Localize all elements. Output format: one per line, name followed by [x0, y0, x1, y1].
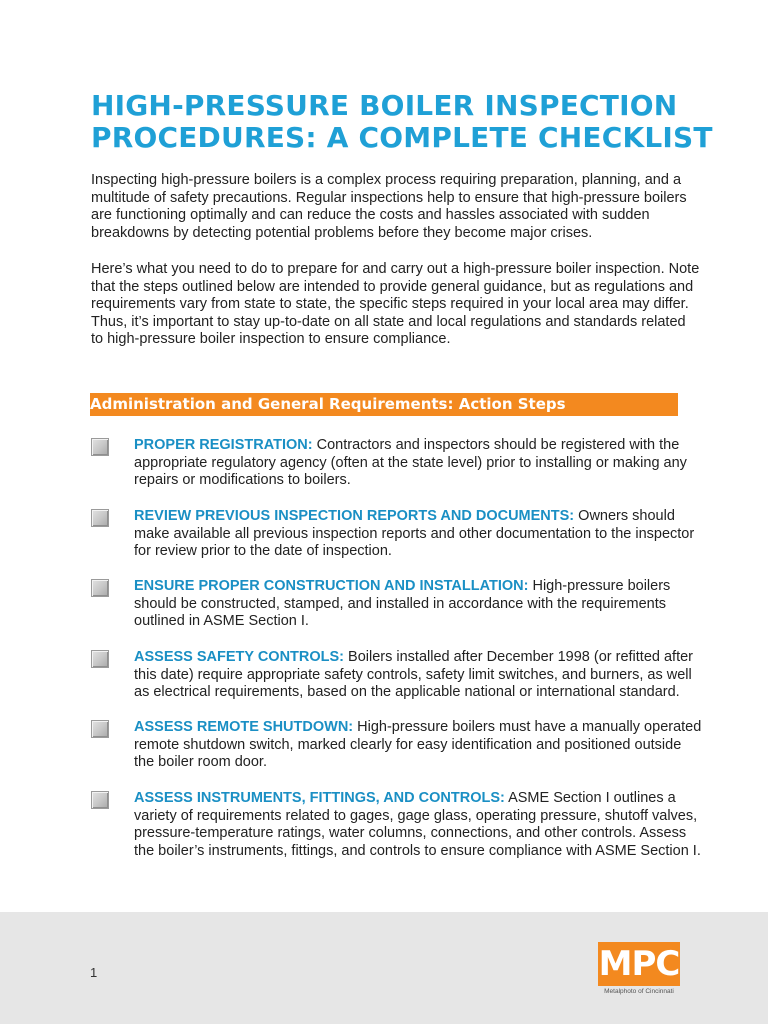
checklist-item-first-line: [134, 790, 694, 808]
checklist-item-line: should be constructed, stamped, and installed in accordance with the requirements: [134, 595, 666, 612]
checklist-item-first-line: [134, 508, 694, 526]
checklist-item-heading: ASSESS SAFETY CONTROLS:: [134, 649, 345, 665]
checkbox[interactable]: [91, 579, 109, 597]
checklist-item-first-line: [134, 719, 702, 737]
checkbox[interactable]: [91, 650, 109, 668]
checklist-item-text: [134, 790, 701, 860]
section-heading-bar: [90, 393, 678, 416]
logo-subtitle: Metalphoto of Cincinnati: [604, 988, 674, 995]
checkbox[interactable]: [91, 791, 109, 809]
checklist-item-line: the boiler room door.: [134, 754, 267, 770]
paragraph-line: Inspecting high-pressure boilers is a complex process requiring preparation, planning, and a: [91, 172, 682, 188]
paragraph-line: Here’s what you need to do to prepare for and carry out a high-pressure boiler inspection. Note: [91, 261, 700, 277]
logo-letters: MPC: [598, 944, 680, 984]
checkbox[interactable]: [91, 438, 109, 456]
paragraph-line: Thus, it’s important to stay up-to-date on all state and local regulations and standards related: [91, 313, 686, 330]
checklist-item-text: [134, 719, 702, 772]
checklist-item-line: this date) require appropriate safety controls, safety limit switches, and burners, as well: [134, 666, 692, 683]
company-logo: [598, 942, 680, 1000]
page-footer: [0, 912, 768, 1024]
checklist-item-body: ASME Section I outlines a: [504, 790, 676, 806]
paragraph-line: that the steps outlined below are intended to provide general guidance, but as regulations and: [91, 278, 694, 295]
checklist-item-text: [134, 437, 694, 490]
checklist-item-line: make available all previous inspection reports and other documentation to the inspector: [134, 525, 695, 542]
page-title-line: PROCEDURES: A COMPLETE CHECKLIST: [91, 121, 713, 154]
checklist-item-line: outlined in ASME Section I.: [134, 613, 309, 629]
checklist-item-text: [134, 578, 694, 631]
intro-paragraph-2: [91, 261, 700, 349]
checklist-item-body: Contractors and inspectors should be registered with the: [312, 437, 680, 453]
intro-paragraph-1: [91, 172, 691, 242]
checklist-item-first-line: [134, 437, 694, 455]
checklist-item-first-line: [134, 578, 694, 596]
section-heading: Administration and General Requirements: Action Steps: [90, 395, 566, 413]
checkbox[interactable]: [91, 720, 109, 738]
checklist-item-line: as electrical requirements, based on the applicable national or international standard.: [134, 684, 680, 700]
checklist-item-line: for review prior to the date of inspection.: [134, 543, 392, 559]
checklist-item-body: Boilers installed after December 1998 (or refitted after: [344, 649, 693, 665]
checklist-item-line: remote shutdown switch, marked clearly for easy identification and positioned outside: [134, 736, 682, 753]
paragraph-line: multitude of safety precautions. Regular inspections help to ensure that high-pressure boilers: [91, 189, 687, 206]
checklist-item-line: repairs or modifications to boilers.: [134, 472, 351, 488]
checklist-item-line: appropriate regulatory agency (often at the state level) prior to installing or making any: [134, 454, 687, 471]
checklist-item-text: [134, 508, 694, 561]
checklist-item-heading: ASSESS REMOTE SHUTDOWN:: [134, 719, 354, 735]
checkbox[interactable]: [91, 509, 109, 527]
checklist-item-heading: ENSURE PROPER CONSTRUCTION AND INSTALLATION:: [134, 578, 529, 594]
checklist-item-heading: ASSESS INSTRUMENTS, FITTINGS, AND CONTROLS:: [134, 790, 505, 806]
paragraph-line: are functioning optimally and can reduce the costs and hassles associated with sudden: [91, 207, 650, 223]
checklist-item-heading: PROPER REGISTRATION:: [134, 437, 313, 453]
page-number: 1: [90, 965, 98, 980]
page-title-line: HIGH-PRESSURE BOILER INSPECTION: [91, 89, 678, 122]
checklist-item-line: the boiler’s instruments, fittings, and controls to ensure compliance with ASME Section I.: [134, 842, 701, 859]
page-title: [91, 90, 711, 154]
paragraph-line: requirements vary from state to state, the specific steps required in your local area may differ.: [91, 296, 689, 312]
checklist-item-body: Owners should: [574, 508, 675, 524]
checklist-item-first-line: [134, 649, 694, 667]
checklist-item-text: [134, 649, 694, 702]
checklist-item-body: High-pressure boilers: [528, 578, 671, 594]
logo-mark: [598, 942, 680, 986]
checklist-item-line: variety of requirements related to gages, gage glass, operating pressure, shutoff valves,: [134, 807, 698, 824]
checklist-item-body: High-pressure boilers must have a manually operated: [353, 719, 702, 735]
paragraph-line: breakdowns by detecting potential problems before they become major crises.: [91, 224, 593, 241]
checklist-item-line: pressure-temperature ratings, water columns, connections, and other controls. Assess: [134, 825, 687, 841]
checklist-item-heading: REVIEW PREVIOUS INSPECTION REPORTS AND DOCUMENTS:: [134, 508, 575, 524]
paragraph-line: to high-pressure boiler inspection to ensure compliance.: [91, 331, 451, 347]
